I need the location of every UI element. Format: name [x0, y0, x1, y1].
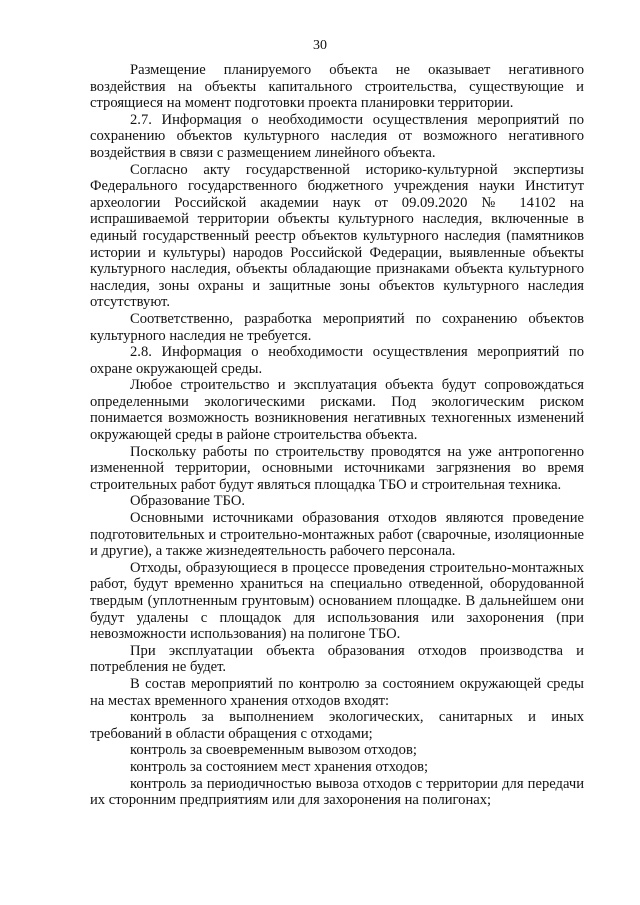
document-body: [90, 62, 584, 809]
paragraph-monitoring-intro: В состав мероприятий по контролю за состоянием окружающей среды на местах временного хранения отходов входят:: [90, 675, 584, 709]
paragraph-operation-waste: При эксплуатации объекта образования отходов производства и потребления не будет.: [90, 642, 584, 676]
subheading-waste-generation: Образование ТБО.: [130, 493, 246, 510]
paragraph-ecological-risk: Любое строительство и эксплуатация объекта будут сопровождаться определенными экологическими рисками. Под экологическим риском понимается возможность возникновения негативных техногенных изменений окружающей среды в районе строительства объекта.: [90, 377, 584, 444]
paragraph-placement-impact: Размещение планируемого объекта не оказывает негативного воздействия на объекты капитального строительства, существующие и строящиеся на момент подготовки проекта планировки территории.: [90, 62, 584, 112]
list-item-storage-control: контроль за состоянием мест хранения отходов;: [130, 758, 429, 775]
paragraph-no-measures-required: Соответственно, разработка мероприятий по сохранению объектов культурного наследия не требуется.: [90, 310, 584, 344]
paragraph-pollution-sources: Поскольку работы по строительству проводятся на уже антропогенно измененной территории, основными источниками загрязнения во время строительных работ будут являться площадка ТБО и строительная техника.: [90, 443, 584, 493]
list-item-requirements-control: контроль за выполнением экологических, санитарных и иных требований в области обращения с отходами;: [90, 709, 584, 742]
list-item-frequency-control: контроль за периодичностью вывоза отходов с территории для передачи их сторонним предприятиям или для захоронения на полигонах;: [90, 775, 584, 809]
paragraph-waste-storage: Отходы, образующиеся в процессе проведения строительно-монтажных работ, будут временно храниться на специально отведенной, оборудованной твердым (уплотненным грунтовым) основанием площадке. В дальнейшем они будут удалены с площадок для использования или захоронения (при невозможности использования) на полигоне ТБО.: [90, 559, 584, 643]
list-item-removal-control: контроль за своевременным вывозом отходов;: [130, 742, 417, 759]
page-number: 30: [313, 38, 327, 53]
paragraph-waste-sources: Основными источниками образования отходов являются проведение подготовительных и строительно-монтажных работ (сварочные, изоляционные и другие), а также жизнедеятельность рабочего персонала.: [90, 510, 584, 560]
section-2-7-heading: 2.7. Информация о необходимости осуществления мероприятий по сохранению объектов культурного наследия от возможного негативного воздействия в связи с размещением линейного объекта.: [90, 111, 584, 161]
paragraph-expertise-act: Согласно акту государственной историко-культурной экспертизы Федерального государственного бюджетного учреждения науки Институт археологии Российской академии наук от 09.09.2020 № 14102 на испрашиваемой территории объекты культурного наследия, включенные в единый государственный реестр объектов культурного наследия (памятников истории и культуры) народов Российской Федерации, выявленные объекты культурного наследия, объекты обладающие признаками объекта культурного наследия, зоны охраны и защитные зоны объектов культурного наследия отсутствуют.: [90, 161, 584, 311]
section-2-8-heading: 2.8. Информация о необходимости осуществления мероприятий по охране окружающей среды.: [90, 344, 584, 377]
